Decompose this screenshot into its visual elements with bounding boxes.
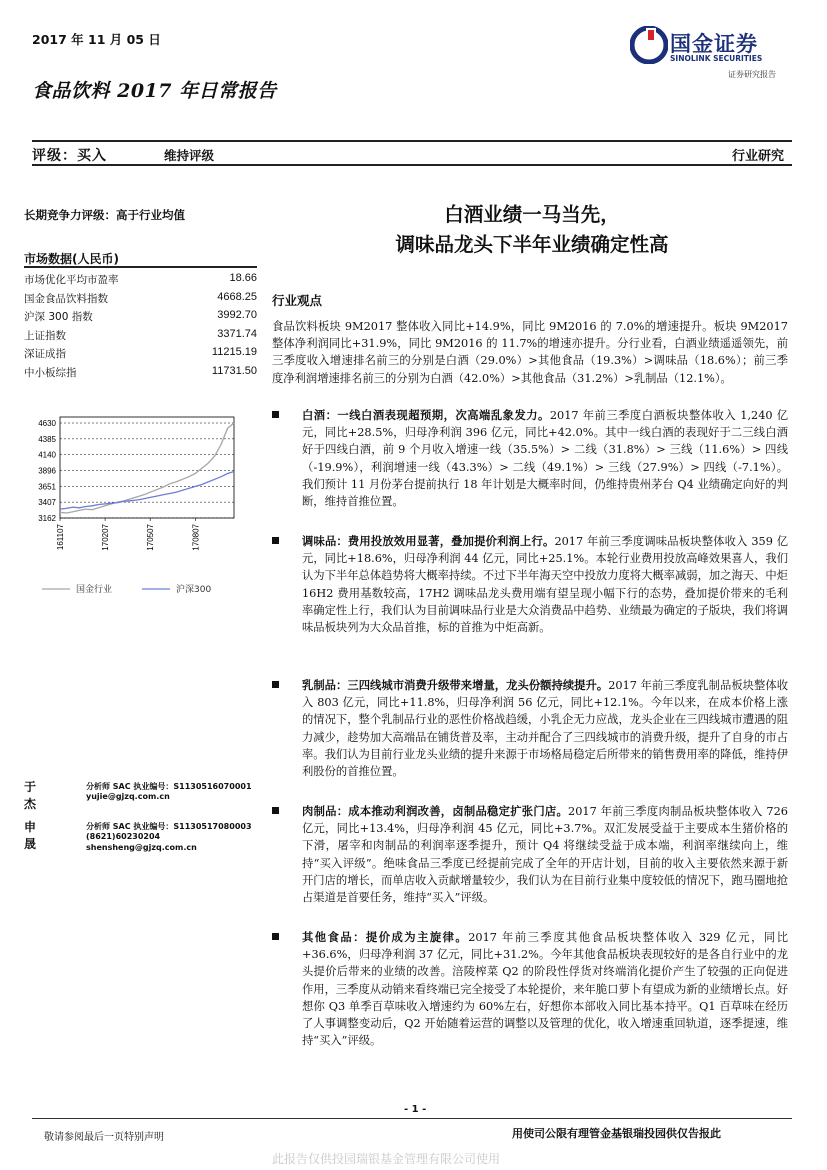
logo-name: 国金证券 (670, 32, 758, 56)
bullet-body: 2017 年前三季度其他食品板块整体收入 329 亿元，同比+36.6%，归母净利润 37 亿元，同比+31.2%。今年其他食品板块表现较好的是各自行业中的龙头提价后带来的业绩的改善。涪陵榨菜 Q2 的阶段性俘货对终端消化提价产生了较强的正向促进作用，三季度从动销来看终端已完全接受了本轮提价，来年脆口萝卜有望成为新的业绩增长点。好想你 Q3 单季百草味收入增速约为 60%左右，好想你本部收入同比基本持平。Q1 百草味在经历了人事调整变动后，Q2 开始随着运营的调整以及管理的优化，收入增速重回轨道，逐季提速，维持“买入”评级。 (302, 931, 788, 1048)
analyst-sac: 分析师 SAC 执业编号：S1130516070001 (86, 782, 252, 791)
bullet-heading: 其他食品：提价成为主旋律。 (302, 930, 469, 944)
analyst-email: yujie@gjzq.com.cn (86, 792, 170, 801)
row-value: 11731.50 (211, 364, 257, 377)
bullet-square-icon (272, 681, 279, 688)
bullet-heading: 白酒：一线白酒表现超预期，次高端乱象发力。 (302, 408, 550, 422)
bullet-body: 2017 年前三季度肉制品板块整体收入 726 亿元，同比+13.4%，归母净利润 45 亿元，同比+3.7%。双汇发展受益于主要成本生猪价格的下滑，屠宰和肉制品的利润率逐季提升，预计 Q4 将继续受益于成本端，利润率继续向上，维持“买入评级”。绝味食品三季度已经提前完成了全年的开店计划，目前的收入主要依然来源于新开门店的增长，而单店收入贡献增量较少，我们认为在目前行业集中度较低的情况下，跑马圈地抢占渠道是首要任务，维持“买入”评级。 (302, 805, 788, 905)
x-tick-label: 170207 (101, 524, 111, 551)
bullet-square-icon (272, 933, 279, 940)
bullet-body: 2017 年前三季度白酒板块整体收入 1,240 亿元，同比+28.5%，归母净利润 396 亿元，同比+42.0%。其中一线白酒的表现好于二三线白酒好于四线白酒，前 9 个月收入增速一线（35.5%）> 二线（31.8%）> 三线（11.6%）> 四线（-19.9%），利润增速一线（43.3%）> 二线（49.1%）> 三线（27.9%）> 四线（-7.1%）。我们预计 11 月份茅台提前执行 18 年计划是大概率时间，仍维持贵州茅台 Q4 业绩确定向好的判断，维持首推位置。 (302, 409, 788, 509)
long-term-rating: 长期竞争力评级：高于行业均值 (24, 208, 185, 222)
divider (24, 266, 257, 268)
bullet-text (302, 677, 788, 780)
disclaimer-note: 敬请参阅最后一页特别声明 (44, 1132, 164, 1143)
legend-label: 国金行业 (76, 585, 113, 595)
table-row (24, 326, 257, 345)
row-label: 国金食品饮料指数 (24, 292, 108, 305)
row-label: 上证指数 (24, 329, 66, 342)
bullet-square-icon (272, 411, 279, 418)
bullet-text (302, 407, 788, 510)
analyst-sac: 分析师 SAC 执业编号：S1130517080003 (86, 822, 252, 831)
main-title-line2: 调味品龙头下半年业绩确定性高 (395, 233, 669, 256)
series-line-industry (60, 423, 234, 513)
page-number: - 1 - (404, 1104, 427, 1115)
row-label: 市场优化平均市盈率 (24, 274, 119, 286)
report-date: 2017 年 11 月 05 日 (32, 32, 161, 47)
divider (32, 1118, 792, 1119)
legend-label: 沪深300 (176, 585, 212, 595)
analyst-email: shensheng@gjzq.com.cn (86, 843, 197, 852)
row-label: 沪深 300 指数 (24, 311, 93, 324)
bullet-heading: 乳制品：三四线城市消费升级带来增量，龙头份额持续提升。 (302, 678, 609, 692)
intro-paragraph: 食品饮料板块 9M2017 整体收入同比+14.9%，同比 9M2016 的 7.0%的增速提升。板块 9M2017 整体净利润同比+31.9%，同比 9M2016 的 11.7%的增速亦提升。分行业看，白酒业绩遥遥领先，前三季度收入增速排名前三的分别是白酒（29.0%）>其他食品（19.3%）>调味品（18.6%）；前三季度净利润增速排名前三的分别为白酒（42.0%）>其他食品（31.2%）>乳制品（12.1%）。 (272, 320, 788, 385)
x-tick-label: 170807 (191, 524, 201, 551)
x-tick-label: 170507 (146, 524, 156, 551)
report-title: 食品饮料 2017 年日常报告 (32, 80, 277, 102)
y-tick-label: 3896 (38, 466, 56, 476)
bullet-heading: 调味品：费用投放效用显著，叠加提价利润上行。 (302, 534, 555, 548)
y-tick-label: 4630 (38, 419, 56, 428)
company-logo (630, 24, 800, 82)
bullet-text (302, 533, 788, 636)
main-title-line1: 白酒业绩一马当先， (444, 203, 620, 226)
section-heading: 行业观点 (272, 293, 323, 308)
row-label: 深证成指 (24, 348, 66, 361)
y-tick-label: 3651 (38, 482, 56, 492)
analyst-name: 于杰 (24, 780, 37, 811)
report-type: 行业研究 (731, 149, 784, 164)
bullet-body: 2017 年前三季度调味品板块整体收入 359 亿元，同比+18.6%，归母净利润 44 亿元，同比+25.1%。本轮行业费用投放高峰效果喜人，我们认为下半年总体趋势将大概率持续。不过下半年海天空中投放力度将大概率减弱，加之海天、中炬 16H2 费用基数较高，17H2 调味品龙头费用端有望呈现小幅下行的态势，叠加提价带来的毛利率确定性上行，我们认为目前调味品行业是大众消费品中趋势、业绩最为确定的子版块，我们将调味品板块列为大众品首推，标的首推为中炬高新。 (302, 535, 788, 635)
row-value: 18.66 (229, 272, 257, 284)
rating-status: 维持评级 (164, 148, 215, 163)
bullet-body: 2017 年前三季度乳制品板块整体收入 803 亿元，同比+11.8%，归母净利润 56 亿元，同比+12.1%。今年以来，在成本价格上涨的情况下，整个乳制品行业的恶性价格战趋缓，小乳企无力应战，龙头企业在三四线城市遭遇的阻力减少，趁势加大高端品在铺货普及率，主动并配合了三四线城市的消费升级，提升了自身的市占率。我们认为目前行业龙头业绩的提升来源于市场格局稳定后所带来的销售费用率的降低，维持伊利股份的首推位置。 (302, 679, 788, 779)
x-tick-label: 161107 (56, 524, 65, 551)
bullet-heading: 肉制品：成本推动利润改善，卤制品稳定扩张门店。 (302, 804, 569, 818)
table-row (24, 270, 257, 289)
rating-bar (32, 140, 792, 166)
table-row (24, 289, 257, 308)
bullet-text (302, 929, 788, 1049)
bullet-square-icon (272, 807, 279, 814)
market-data-title: 市场数据(人民币) (24, 252, 119, 266)
sinolink-logo-icon (630, 26, 668, 64)
main-title (272, 200, 792, 260)
table-row (24, 344, 257, 363)
bullet-square-icon (272, 537, 279, 544)
analyst-phone: (8621)60230204 (86, 832, 161, 841)
analyst-name: 申晟 (24, 820, 37, 851)
table-row (24, 307, 257, 326)
logo-subtitle: 证券研究报告 (728, 70, 776, 79)
plot-frame (60, 417, 234, 518)
usage-note: 用使司公限有理管金基银瑞投园供仅告报此 (512, 1127, 721, 1140)
row-value: 3992.70 (217, 309, 257, 322)
rating-label: 评级：买入 (32, 148, 107, 164)
table-row (24, 363, 257, 382)
row-value: 4668.25 (217, 290, 257, 303)
row-label: 中小板综指 (24, 366, 77, 379)
y-tick-label: 4140 (38, 450, 56, 460)
series-line-hs300 (60, 472, 234, 510)
y-tick-label: 3407 (38, 498, 56, 508)
row-value: 3371.74 (217, 327, 257, 340)
logo-name-en: SINOLINK SECURITIES (670, 54, 763, 63)
row-value: 11215.19 (211, 346, 257, 359)
market-data-table (24, 270, 257, 382)
y-tick-label: 4385 (38, 434, 56, 444)
y-tick-label: 3162 (38, 514, 56, 523)
bullet-text (302, 803, 788, 906)
watermark: 此报告仅供投园瑞银基金管理有限公司使用 (272, 1152, 501, 1166)
index-chart (22, 405, 262, 605)
